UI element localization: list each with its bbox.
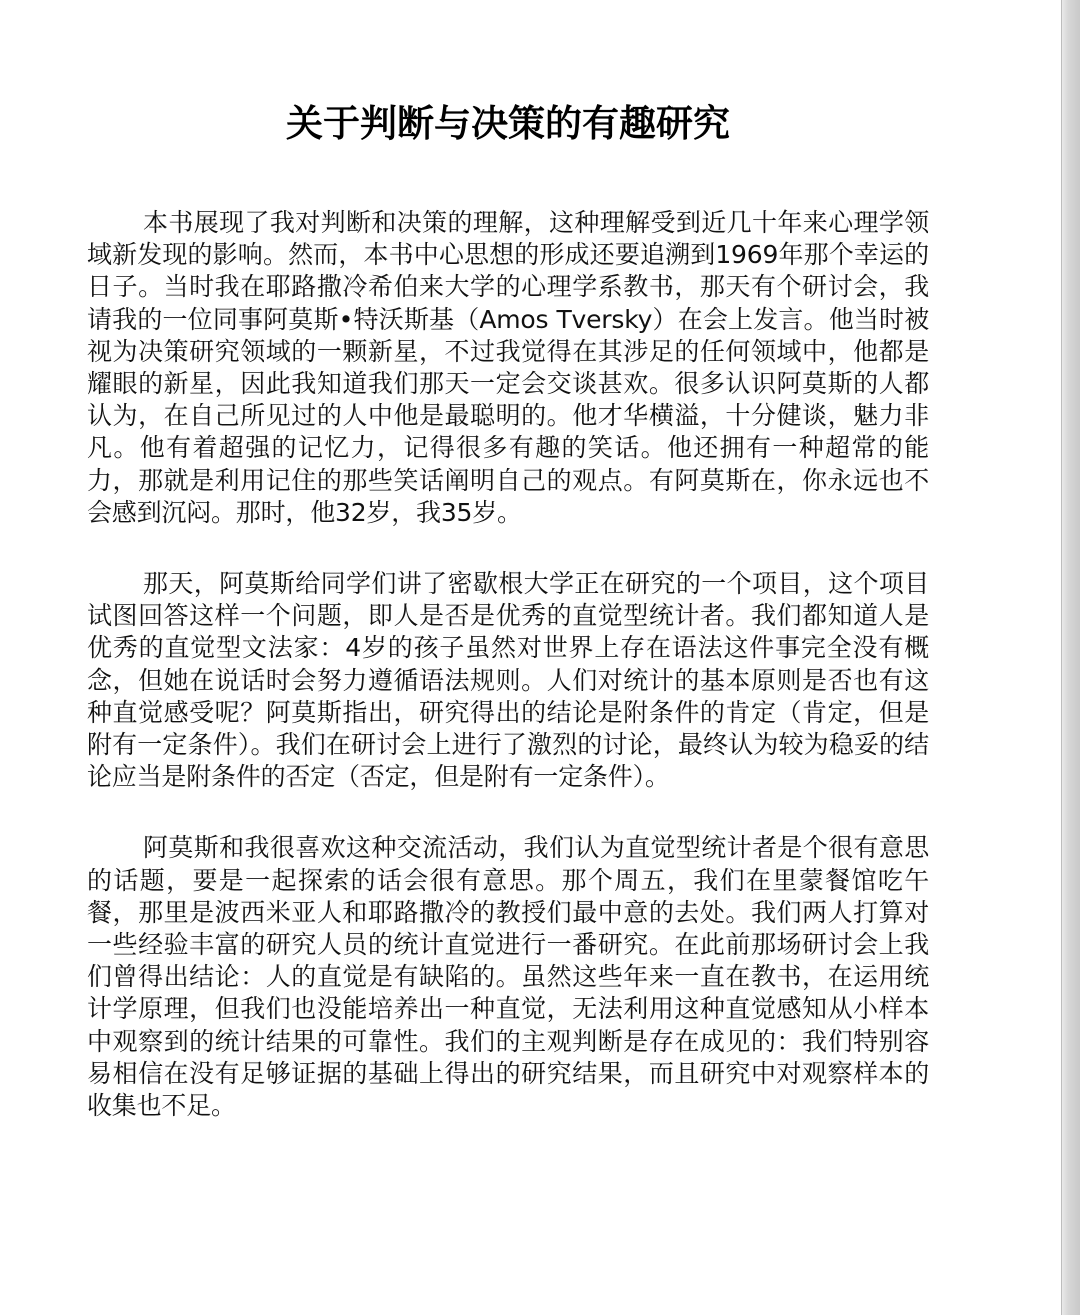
document-body <box>87 207 929 1161</box>
vertical-scrollbar[interactable] <box>1061 0 1080 1315</box>
paragraph-3: 阿莫斯和我很喜欢这种交流活动，我们认为直觉型统计者是个很有意思的话题，要是一起探索的话会很有意思。那个周五，我们在里蒙餐馆吃午餐，那里是波西米亚人和耶路撒冷的教授们最中意的去处。我们两人打算对一些经验丰富的研究人员的统计直觉进行一番研究。在此前那场研讨会上我们曾得出结论：人的直觉是有缺陷的。虽然这些年来一直在教书，在运用统计学原理，但我们也没能培养出一种直觉，无法利用这种直觉感知从小样本中观察到的统计结果的可靠性。我们的主观判断是存在成见的：我们特别容易相信在没有足够证据的基础上得出的研究结果，而且研究中对观察样本的收集也不足。 <box>87 833 929 1121</box>
paragraph-2: 那天，阿莫斯给同学们讲了密歇根大学正在研究的一个项目，这个项目试图回答这样一个问题，即人是否是优秀的直觉型统计者。我们都知道人是优秀的直觉型文法家：4岁的孩子虽然对世界上存在语法这件事完全没有概念，但她在说话时会努力遵循语法规则。人们对统计的基本原则是否也有这种直觉感受呢？阿莫斯指出，研究得出的结论是附条件的肯定（肯定，但是附有一定条件）。我们在研讨会上进行了激烈的讨论，最终认为较为稳妥的结论应当是附条件的否定（否定，但是附有一定条件）。 <box>87 569 929 792</box>
page-title: 关于判断与决策的有趣研究 <box>286 102 730 145</box>
paragraph-1: 本书展现了我对判断和决策的理解，这种理解受到近几十年来心理学领域新发现的影响。然而，本书中心思想的形成还要追溯到1969年那个幸运的日子。当时我在耶路撒冷希伯来大学的心理学系教书，那天有个研讨会，我请我的一位同事阿莫斯•特沃斯基（Amos Tversky）在会上发言。他当时被视为决策研究领域的一颗新星，不过我觉得在其涉足的任何领域中，他都是耀眼的新星，因此我知道我们那天一定会交谈甚欢。很多认识阿莫斯的人都认为，在自己所见过的人中他是最聪明的。他才华横溢，十分健谈，魅力非凡。他有着超强的记忆力，记得很多有趣的笑话。他还拥有一种超常的能力，那就是利用记住的那些笑话阐明自己的观点。有阿莫斯在，你永远也不会感到沉闷。那时，他32岁，我35岁。 <box>87 208 929 527</box>
